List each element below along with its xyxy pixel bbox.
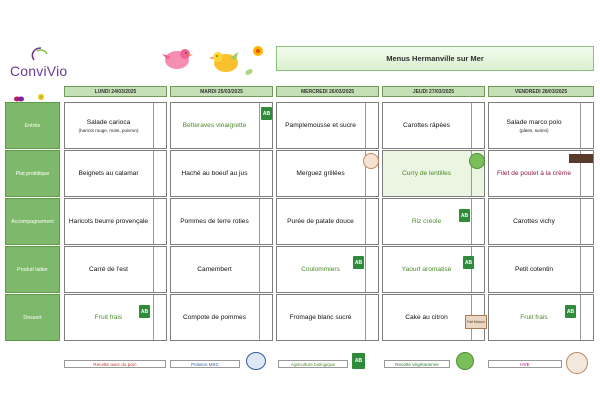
hve-seal-icon [566,352,588,374]
dish-name: Pommes de terre roties [180,218,249,225]
menu-cell-plat-friday [488,150,594,197]
leaf-decoration-icon [244,64,254,74]
organic-ab-icon: AB [139,305,150,318]
dish-name: Carré de l'est [88,266,128,273]
category-produit-laitier: Produit laitier [5,246,60,293]
menu-cell-accomp-friday [488,198,594,245]
menu-cell-plat-thursday [382,150,485,197]
category-entree: Entrée [5,102,60,149]
dish-name: Yaourt aromatisé [401,266,452,273]
pork-recipe-icon [363,153,379,169]
dish-name: Fromage blanc sucré [289,314,352,321]
dish-name: Haricots beurre provençale [68,218,149,225]
dish-name: Carottes vichy [513,218,555,225]
dish-name: Camembert [197,266,232,273]
menu-cell-dessert-wednesday [276,294,379,341]
menu-cell-laitier-friday [488,246,594,293]
legend-recette-vegetarienne: Recette végétarienne [384,360,450,368]
logo-butterfly-icon [14,90,24,98]
yellow-bird-icon [208,46,244,76]
menu-cell-laitier-monday [64,246,167,293]
menu-cell-laitier-wednesday [276,246,379,293]
dish-name: Cake au citron [405,314,448,321]
fait-maison-icon: Fait Maison [465,315,487,329]
legend-poisson-msc: Poisson MSC [170,360,240,368]
organic-ab-icon: AB [352,353,365,369]
organic-ab-icon: AB [463,256,474,269]
sun-flower-icon [252,44,264,56]
vegetarian-leaf-icon [469,153,485,169]
menu-cell-dessert-tuesday [170,294,273,341]
menu-cell-entree-monday [64,102,167,149]
menu-cell-accomp-monday [64,198,167,245]
day-header-thursday: JEUDI 27/03/2025 [382,86,485,97]
organic-ab-icon: AB [459,209,470,222]
organic-ab-icon: AB [565,305,576,318]
dish-name: Salade marco polo [506,118,562,126]
dish-detail: (pâtes, surimi) [519,127,549,133]
menu-cell-dessert-friday [488,294,594,341]
dish-name: Compote de pommes [182,314,247,321]
category-plat-protidique: Plat protidique [5,150,60,197]
dish-name: Merguez grillées [296,170,345,177]
menu-cell-plat-wednesday [276,150,379,197]
dish-name: Coulommiers [301,266,340,273]
day-header-friday: VENDREDI 28/03/2025 [488,86,594,97]
legend-porc: Recette avec du porc [64,360,166,368]
dish-name: Pamplemousse et sucre [285,122,356,129]
menu-cell-plat-tuesday [170,150,273,197]
day-header-wednesday: MERCREDI 26/03/2025 [276,86,379,97]
category-accompagnement: Accompagnement [5,198,60,245]
menu-cell-entree-friday [488,102,594,149]
organic-ab-icon: AB [261,107,272,120]
menu-cell-entree-tuesday [170,102,273,149]
pink-bird-icon [160,44,194,74]
dish-detail: (haricot rouge, maïs, poivron) [78,127,139,133]
label-rouge-icon [569,154,593,163]
menu-cell-entree-wednesday [276,102,379,149]
day-header-monday: LUNDI 24/03/2025 [64,86,167,97]
menu-cell-plat-monday [64,150,167,197]
dish-name: Beignets au calamar [78,170,139,177]
dish-name: Fruit frais [520,314,548,321]
dish-name: Salade carioca [86,118,131,126]
dish-name: Riz créole [411,218,442,225]
dish-name: Carottes râpées [403,122,450,129]
menu-cell-entree-thursday [382,102,485,149]
menu-cell-laitier-thursday [382,246,485,293]
legend-hve: HVE [488,360,562,368]
logo-text: ConviVio [10,63,68,79]
menu-cell-dessert-monday [64,294,167,341]
flower-icon [36,89,47,98]
page-title: Menus Hermanville sur Mer [276,46,594,71]
msc-fish-icon [246,352,266,370]
organic-ab-icon: AB [353,256,364,269]
dish-name: Curry de lentilles [401,170,452,177]
category-dessert: Dessert [5,294,60,341]
menu-cell-dessert-thursday [382,294,485,341]
menu-cell-laitier-tuesday [170,246,273,293]
day-header-tuesday: MARDI 25/03/2025 [170,86,273,97]
menu-cell-accomp-thursday [382,198,485,245]
legend-agriculture-biologique: Agriculture biologique [278,360,348,368]
dish-name: Haché au boeuf au jus [181,170,248,177]
menu-cell-accomp-wednesday [276,198,379,245]
dish-name: Purée de patate douce [287,218,354,225]
vegetarian-leaf-icon [456,352,474,370]
dish-name: Betteraves vinaigrette [182,122,247,129]
menu-cell-accomp-tuesday [170,198,273,245]
dish-name: Petit cotentin [514,266,554,273]
dish-name: Fruit frais [94,314,123,321]
dish-name: Filet de poulet à la crème [496,170,572,177]
